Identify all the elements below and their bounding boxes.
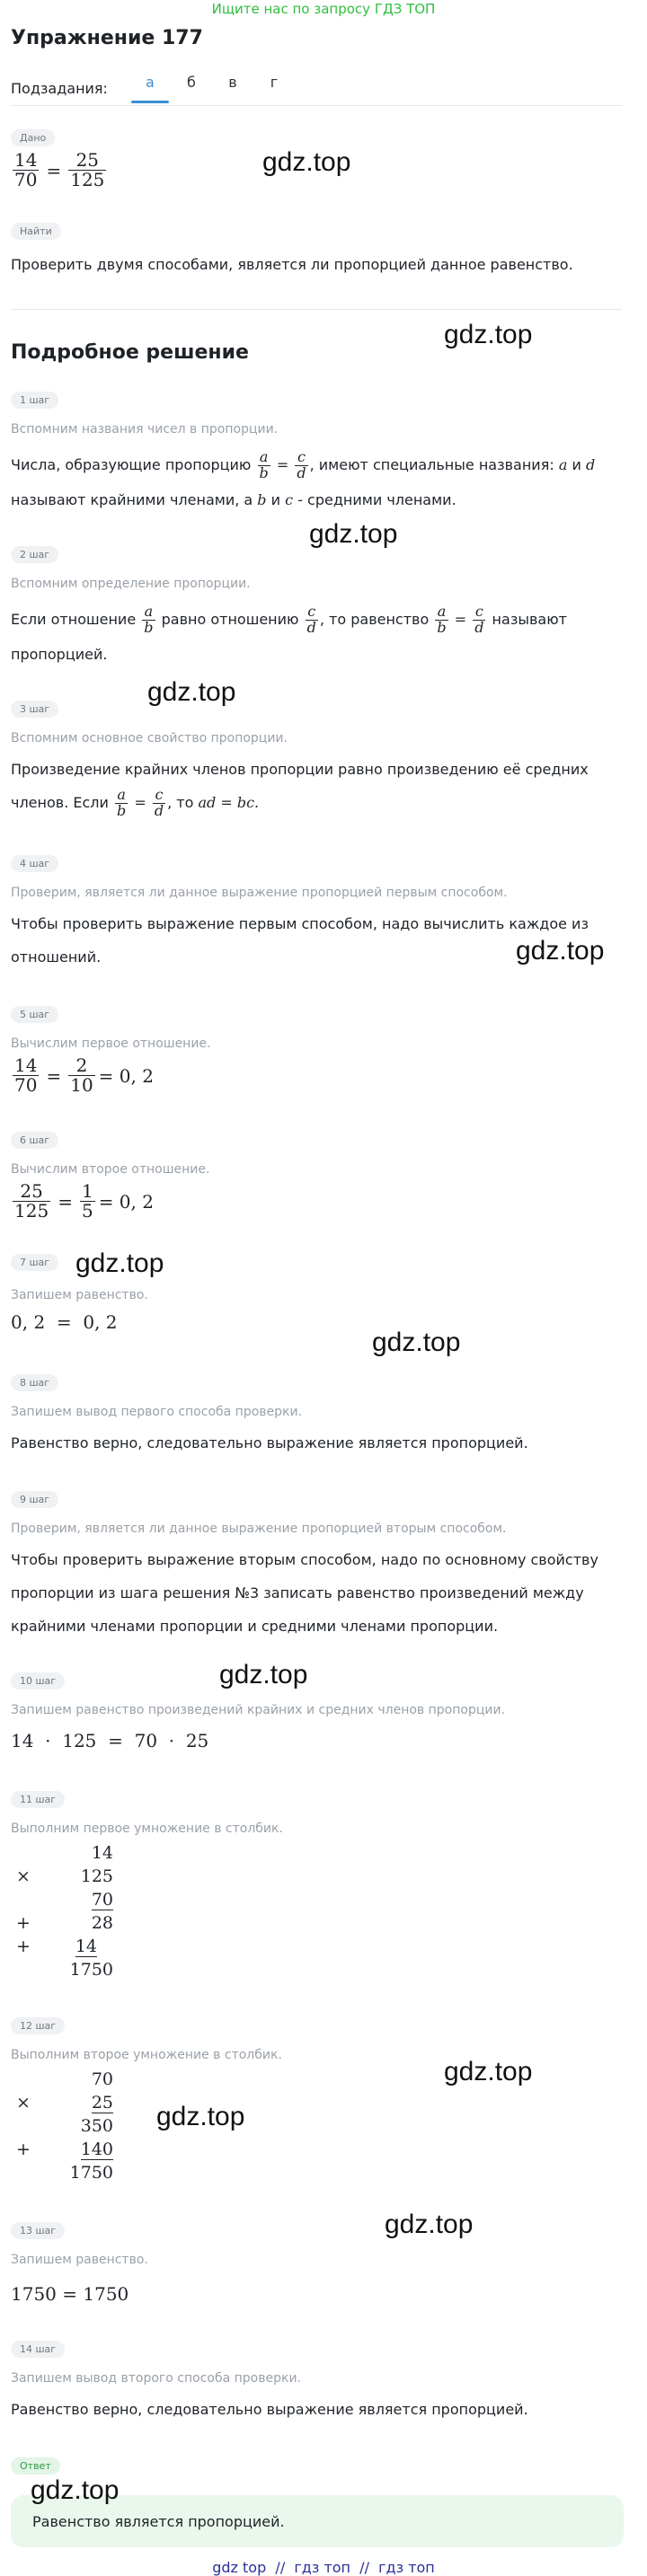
tab-g[interactable]: г [270,74,279,91]
step2-text: Если отношение $\frac{a}{b}$ равно отношению $\frac{c}{d}$ , то равенство $\frac{a}{b}$ = $\frac{c}{d}$ называют [11,603,567,636]
step9-hint: Проверим, является ли данное выражение пропорцией вторым способом. [11,1522,507,1536]
step10-hint: Запишем равенство произведений крайних и средних членов пропорции. [11,1703,506,1717]
step10-pill: 10 шаг [11,1672,65,1689]
watermark: gdz.top [516,936,605,966]
given-n2: 25 [68,151,106,171]
find-text: Проверить двумя способами, является ли пропорцией данное равенство. [11,256,573,273]
tab-v[interactable]: в [228,74,237,91]
watermark: gdz.top [31,2475,120,2505]
step9-text-2: пропорции из шага решения №3 записать равенство произведений между [11,1584,584,1601]
watermark: gdz.top [156,2102,245,2131]
step12-column-mult: 70 × 25 350 + 140 1750 [16,2069,113,2183]
step9-text-3: крайними членами пропорции и средними членами пропорции. [11,1618,499,1635]
step14-pill: 14 шаг [11,2341,65,2358]
footer-links[interactable]: gdz top // гдз топ // гдз топ [212,2559,435,2576]
watermark: gdz.top [372,1328,461,1357]
step6-hint: Вычислим второе отношение. [11,1162,210,1177]
step11-column-mult: 14 × 125 70 + 28 + 14 1750 [16,1843,113,1980]
watermark: gdz.top [75,1248,164,1278]
step12-hint: Выполним второе умножение в столбик. [11,2048,282,2062]
answer-pill: Ответ [11,2457,60,2475]
given-d2: 125 [70,169,105,190]
step12-pill: 12 шаг [11,2017,65,2034]
step1-hint: Вспомним названия чисел в пропорции. [11,422,279,437]
step4-pill: 4 шаг [11,855,58,872]
step11-hint: Выполним первое умножение в столбик. [11,1822,283,1836]
step7-hint: Запишем равенство. [11,1288,148,1302]
step10-equation: 14 · 125 = 70 · 25 [11,1730,209,1751]
step3-pill: 3 шаг [11,701,58,718]
step9-text-1: Чтобы проверить выражение вторым способом, надо по основному свойству [11,1551,598,1568]
step2-pill: 2 шаг [11,546,58,563]
watermark: gdz.top [219,1660,308,1689]
watermark: gdz.top [309,519,398,549]
step6-pill: 6 шаг [11,1132,58,1149]
step3-text-1: Произведение крайних членов пропорции равно произведению её средних [11,761,589,778]
step14-hint: Запишем вывод второго способа проверки. [11,2371,301,2386]
step4-text-2: отношений. [11,948,102,966]
page-title: Упражнение 177 [11,27,203,49]
step4-text-1: Чтобы проверить выражение первым способом, надо вычислить каждое из [11,915,589,932]
tabs-divider [11,105,622,106]
section-divider [11,309,622,310]
step6-equation: $\frac{25}{125}$ = $\frac{1}{5}$ = 0, 2 [14,1180,154,1222]
step8-pill: 8 шаг [11,1374,58,1391]
step14-text: Равенство верно, следовательно выражение является пропорцией. [11,2401,528,2418]
step7-pill: 7 шаг [11,1254,58,1271]
tab-b[interactable]: б [187,74,196,91]
answer-text: Равенство является пропорцией. [32,2513,285,2530]
step4-hint: Проверим, является ли данное выражение пропорцией первым способом. [11,886,508,900]
step2-text-2: пропорцией. [11,646,108,663]
step9-pill: 9 шаг [11,1491,58,1508]
step1-text-2: называют крайними членами, а b и c - средними членами. [11,491,456,508]
step7-equation: 0, 2 = 0, 2 [11,1311,118,1333]
step3-text-2: членов. Если $\frac{a}{b}$ = $\frac{c}{d}$ , то ad = bc. [11,786,260,819]
top-banner[interactable]: Ищите нас по запросу ГДЗ ТОП [211,1,436,17]
step8-text: Равенство верно, следовательно выражение является пропорцией. [11,1434,528,1451]
step1-text: Числа, образующие пропорцию $\frac{a}{b}$ = $\frac{c}{d}$ , имеют специальные названия: a и d [11,448,596,481]
subtask-tabs [11,74,295,103]
given-n1: 14 [14,149,38,171]
watermark: gdz.top [444,2057,533,2086]
watermark: gdz.top [147,677,236,707]
subtasks-label: Подзадания: [11,80,108,97]
step5-pill: 5 шаг [11,1006,58,1023]
step1-pill: 1 шаг [11,392,58,409]
step2-hint: Вспомним определение пропорции. [11,577,251,591]
given-equation [11,151,108,190]
given-pill: Дано [11,129,55,146]
watermark: gdz.top [444,320,533,349]
given-eq-sign: = [46,159,62,181]
step5-hint: Вычислим первое отношение. [11,1037,211,1051]
watermark: gdz.top [385,2210,474,2239]
step13-equation: 1750 = 1750 [11,2283,129,2305]
step5-equation: $\frac{14}{70}$ = $\frac{2}{10}$ = 0, 2 [14,1054,154,1096]
find-pill: Найти [11,223,61,240]
step13-pill: 13 шаг [11,2222,65,2239]
step3-hint: Вспомним основное свойство пропорции. [11,731,288,745]
step8-hint: Запишем вывод первого способа проверки. [11,1405,303,1419]
given-d1: 70 [14,169,38,190]
solution-title: Подробное решение [11,341,249,364]
watermark: gdz.top [262,147,351,177]
tab-a[interactable]: а [129,74,171,103]
step11-pill: 11 шаг [11,1791,65,1808]
step13-hint: Запишем равенство. [11,2253,148,2267]
